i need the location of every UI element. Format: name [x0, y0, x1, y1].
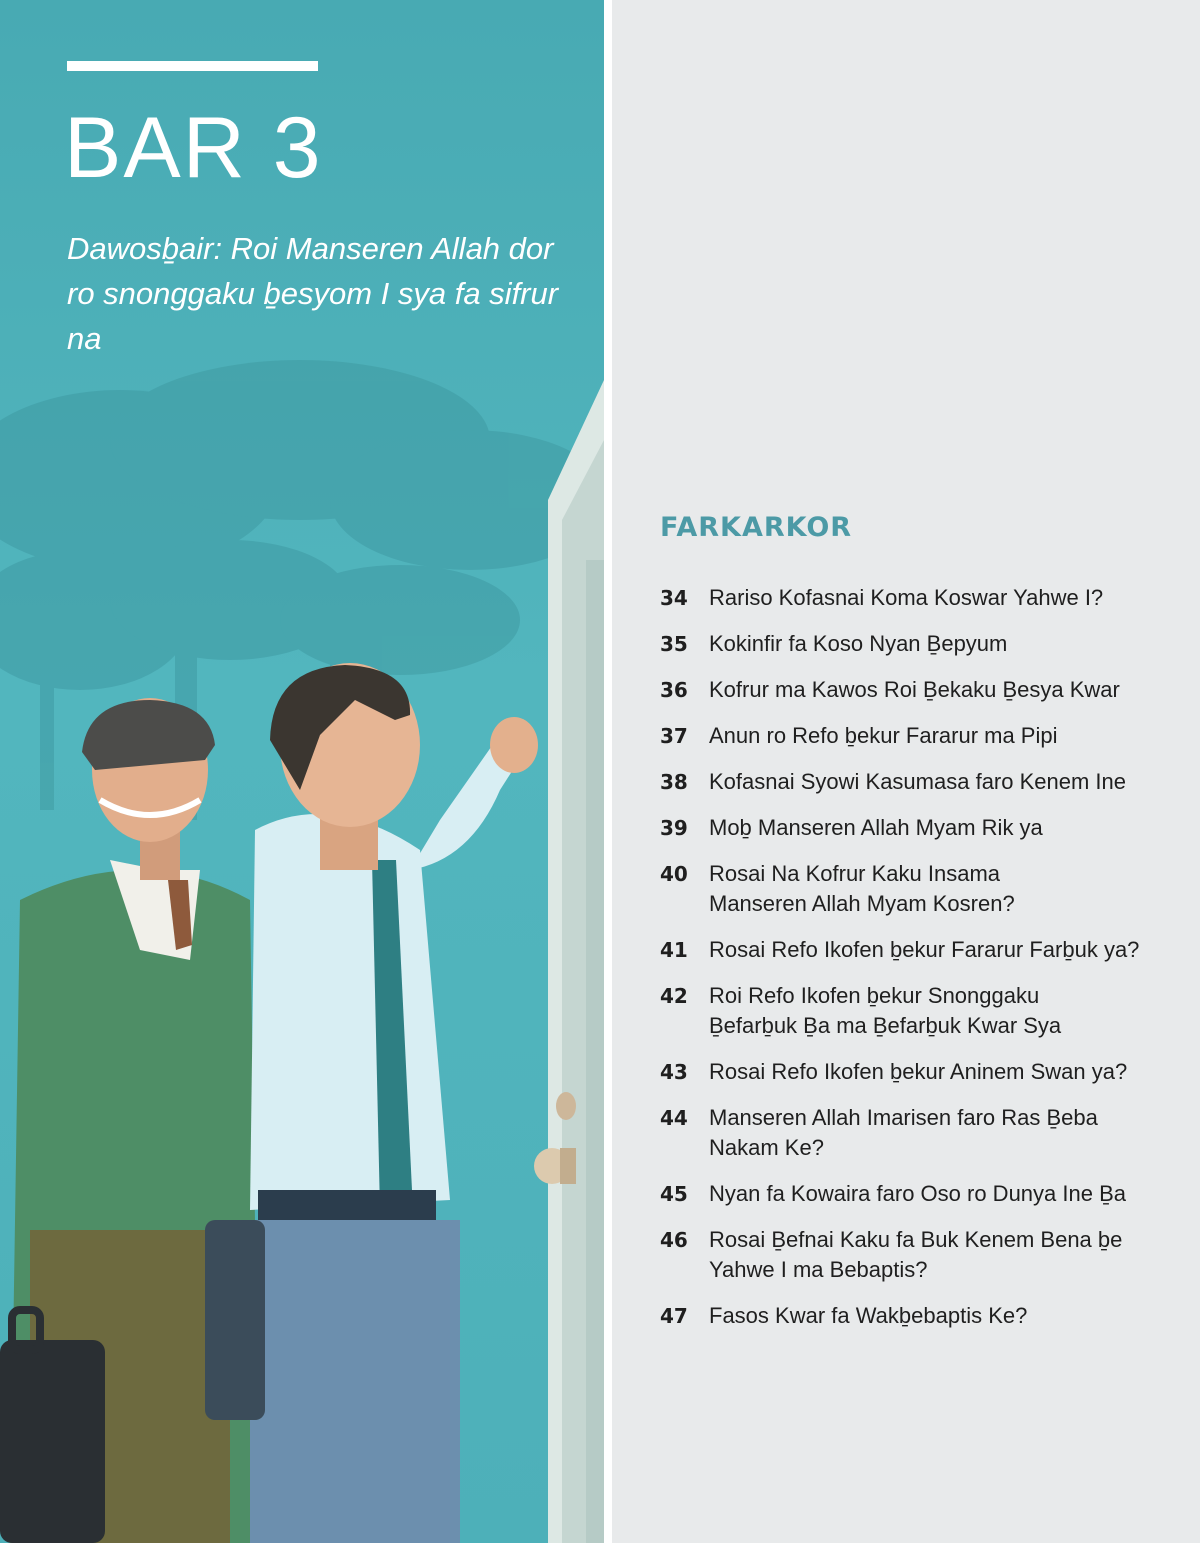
lesson-number: 42 [660, 984, 688, 1008]
lesson-number: 39 [660, 816, 688, 840]
lesson-title: Anun ro Refo ḇekur Fararur ma Pipi [709, 723, 1058, 748]
lesson-title: Nyan fa Kowaira faro Oso ro Dunya Ine Ḇa [709, 1181, 1126, 1206]
lesson-title: Fasos Kwar fa Wakḇebaptis Ke? [709, 1303, 1028, 1328]
contents-item[interactable] [660, 1225, 1180, 1285]
lesson-number: 37 [660, 724, 688, 748]
lesson-title: Kokinfir fa Koso Nyan Ḇepyum [709, 631, 1008, 656]
contents-item[interactable] [660, 981, 1180, 1041]
lesson-number: 40 [660, 862, 688, 886]
contents-item[interactable] [660, 1179, 1180, 1209]
lesson-title: Rosai Ḇefnai Kaku fa Buk Kenem Bena ḇe Yahwe I ma Bebaptis? [709, 1227, 1123, 1282]
chapter-label: BAR 3 [64, 100, 323, 196]
lesson-number: 44 [660, 1106, 688, 1130]
lesson-title: Moḇ Manseren Allah Myam Rik ya [709, 815, 1043, 840]
lesson-number: 34 [660, 586, 688, 610]
contents-item[interactable] [660, 629, 1180, 659]
contents-heading: FARKARKOR [660, 512, 853, 543]
chapter-subtitle: Dawosḇair: Roi Manseren Allah dor ro snonggaku ḇesyom I sya fa sifrur na [67, 231, 559, 356]
lesson-title: Rosai Refo Ikofen ḇekur Aninem Swan ya? [709, 1059, 1128, 1084]
lesson-title: Manseren Allah Imarisen faro Ras Ḇeba Nakam Ke? [709, 1105, 1098, 1160]
lesson-number: 41 [660, 938, 688, 962]
contents-list [660, 583, 1180, 1331]
lesson-number: 35 [660, 632, 688, 656]
contents-item[interactable] [660, 1057, 1180, 1087]
contents-item[interactable] [660, 1103, 1180, 1163]
lesson-title: Rosai Refo Ikofen ḇekur Fararur Farḇuk ya? [709, 937, 1140, 962]
lesson-title: Kofrur ma Kawos Roi Ḇekaku Ḇesya Kwar [709, 677, 1120, 702]
contents-item[interactable] [660, 675, 1180, 705]
contents-item[interactable] [660, 935, 1180, 965]
lesson-number: 45 [660, 1182, 688, 1206]
contents-item[interactable] [660, 583, 1180, 613]
contents-item[interactable] [660, 1301, 1180, 1331]
lesson-number: 43 [660, 1060, 688, 1084]
lesson-title: Roi Refo Ikofen ḇekur Snonggaku Ḇefarḇuk Ḇa ma Ḇefarḇuk Kwar Sya [709, 983, 1062, 1038]
lesson-title: Kofasnai Syowi Kasumasa faro Kenem Ine [709, 769, 1127, 794]
lesson-number: 47 [660, 1304, 688, 1328]
lesson-number: 46 [660, 1228, 688, 1252]
lesson-title: Rosai Na Kofrur Kaku Insama Manseren Allah Myam Kosren? [709, 861, 1015, 916]
title-rule [67, 61, 318, 71]
lesson-number: 38 [660, 770, 688, 794]
contents-item[interactable] [660, 721, 1180, 751]
lesson-number: 36 [660, 678, 688, 702]
contents-item[interactable] [660, 859, 1180, 919]
younger-man-figure [205, 663, 538, 1543]
lesson-title: Rariso Kofasnai Koma Koswar Yahwe I? [709, 585, 1104, 610]
page-gutter [604, 0, 612, 1543]
contents-item[interactable] [660, 767, 1180, 797]
contents-item[interactable] [660, 813, 1180, 843]
